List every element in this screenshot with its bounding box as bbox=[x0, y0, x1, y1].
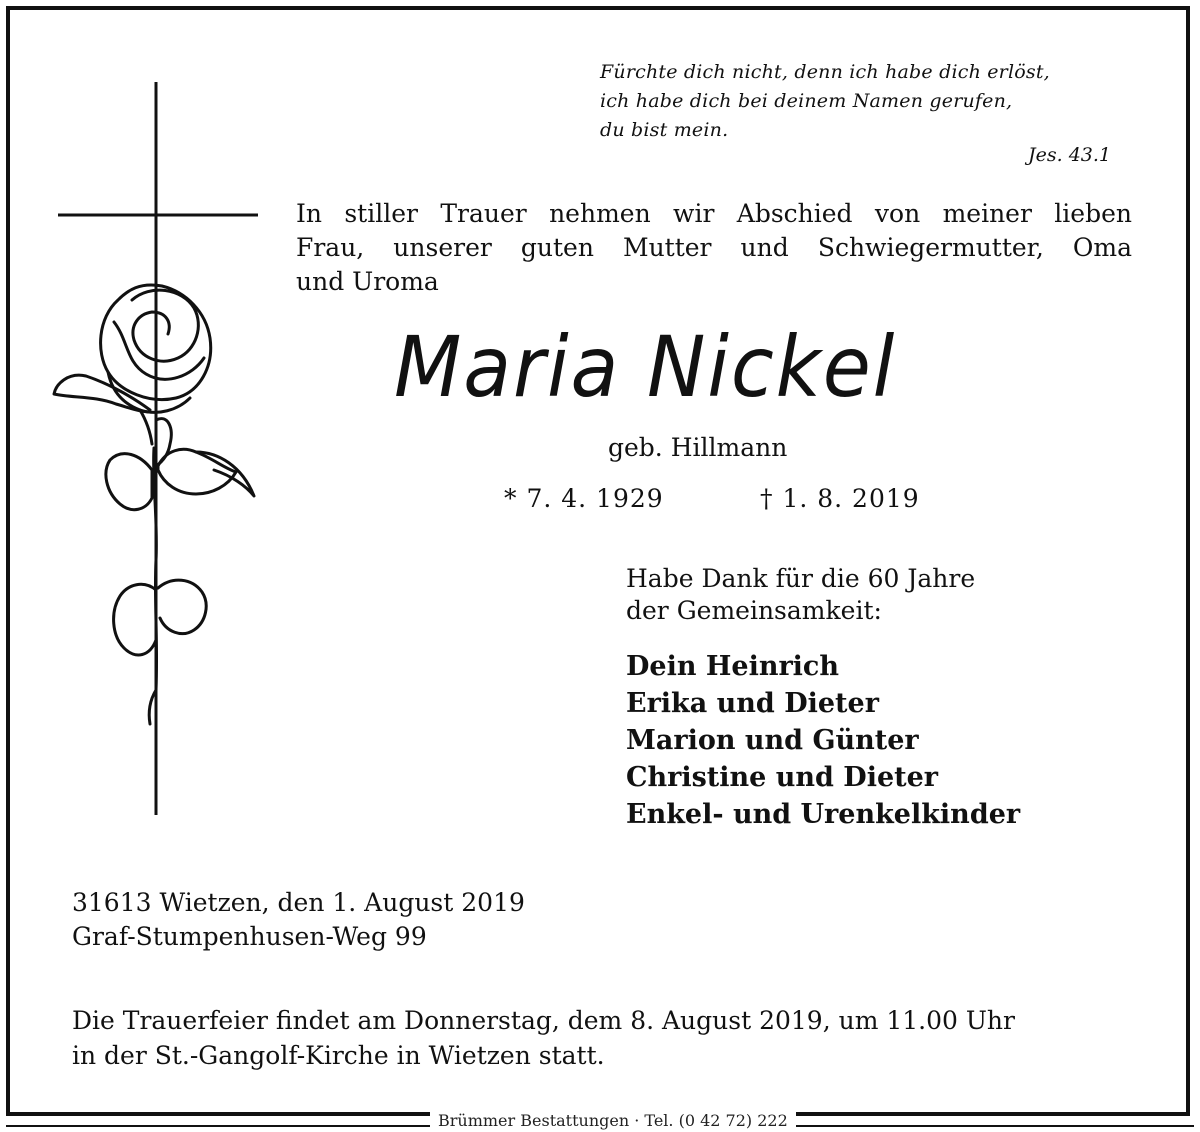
mourners-list bbox=[626, 648, 1020, 833]
verse-reference: Jes. 43.1 bbox=[1028, 144, 1111, 166]
service-line: in der St.-Gangolf-Kirche in Wietzen statt. bbox=[72, 1041, 605, 1070]
death-date: † 1. 8. 2019 bbox=[760, 484, 920, 513]
deceased-name: Maria Nickel bbox=[394, 318, 897, 416]
service-line: Die Trauerfeier findet am Donnerstag, dem 8. August 2019, um 11.00 Uhr bbox=[72, 1006, 1015, 1035]
mourner-name: Dein Heinrich bbox=[626, 651, 840, 682]
verse-line: ich habe dich bei deinem Namen gerufen, bbox=[600, 90, 1013, 112]
verse-line: Fürchte dich nicht, denn ich habe dich erlöst, bbox=[600, 61, 1050, 83]
mourner-name: Marion und Günter bbox=[626, 725, 919, 756]
intro-line: Frau, unserer guten Mutter und Schwiegermutter, Oma bbox=[296, 233, 1132, 262]
maiden-name: geb. Hillmann bbox=[608, 433, 788, 462]
thanks-text bbox=[626, 563, 975, 627]
address-line: Graf-Stumpenhusen-Weg 99 bbox=[72, 922, 427, 951]
birth-date: * 7. 4. 1929 bbox=[504, 484, 664, 513]
bible-verse bbox=[600, 58, 1160, 145]
rose-icon bbox=[54, 285, 254, 724]
cross-icon bbox=[58, 82, 258, 815]
address-block bbox=[72, 886, 525, 954]
mourner-name: Enkel- und Urenkelkinder bbox=[626, 799, 1021, 830]
undertaker-footer: Brümmer Bestattungen · Tel. (0 42 72) 222 bbox=[430, 1109, 796, 1132]
address-line: 31613 Wietzen, den 1. August 2019 bbox=[72, 888, 525, 917]
mourner-name: Erika und Dieter bbox=[626, 688, 879, 719]
service-info bbox=[72, 1003, 1015, 1073]
verse-line: du bist mein. bbox=[600, 119, 729, 141]
intro-text bbox=[296, 197, 1132, 299]
intro-line: In stiller Trauer nehmen wir Abschied von meiner lieben bbox=[296, 199, 1132, 228]
thanks-line: der Gemeinsamkeit: bbox=[626, 596, 882, 625]
cross-rose-artwork bbox=[0, 0, 300, 840]
mourner-name: Christine und Dieter bbox=[626, 762, 939, 793]
intro-line: und Uroma bbox=[296, 267, 439, 296]
thanks-line: Habe Dank für die 60 Jahre bbox=[626, 564, 976, 593]
